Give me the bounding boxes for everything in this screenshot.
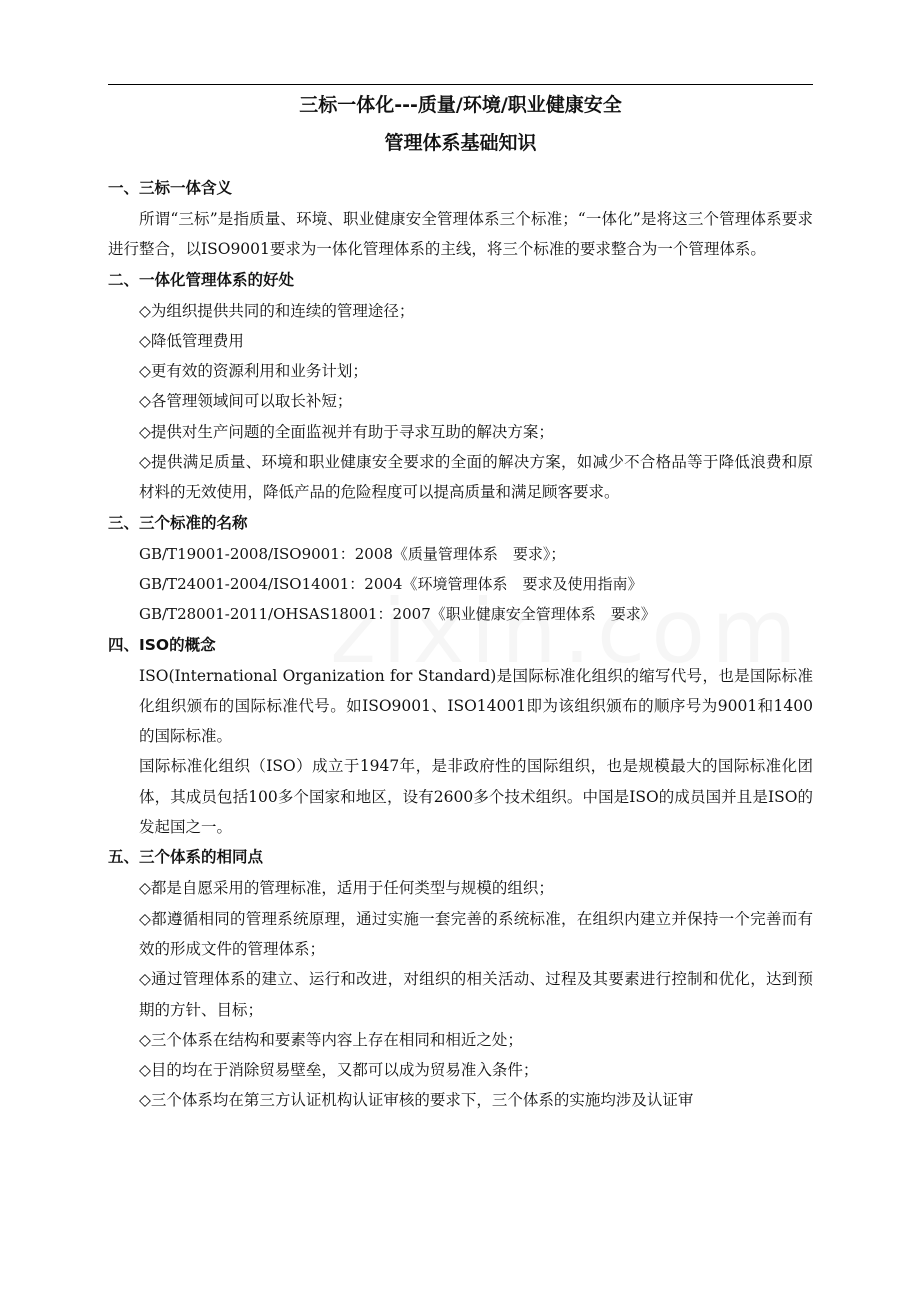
standard-reference: GB/T19001-2008/ISO9001：2008《质量管理体系 要求》； bbox=[139, 544, 566, 563]
document-body bbox=[108, 173, 813, 1116]
document-title: 三标一体化---质量/环境/职业健康安全 bbox=[299, 94, 622, 116]
list-item: ◇三个体系在结构和要素等内容上存在相同和相近之处； bbox=[139, 1030, 523, 1049]
section-heading-1: 一、三标一体含义 bbox=[108, 179, 233, 197]
list-item: ◇为组织提供共同的和连续的管理途径； bbox=[139, 301, 415, 320]
section-4-paragraph-1: ISO(International Organization for Standard)是国际标准化组织的缩写代号，也是国际标准化组织颁布的国际标准代号。如ISO9001、ISO14001即为该组织颁布的顺序号为9001和1400的国际标准。 bbox=[139, 666, 813, 746]
document-subtitle: 管理体系基础知识 bbox=[384, 132, 537, 154]
header-rule bbox=[108, 84, 813, 85]
section-heading-2: 二、一体化管理体系的好处 bbox=[108, 270, 295, 289]
list-item: ◇都遵循相同的管理系统原理，通过实施一套完善的系统标准，在组织内建立并保持一个完善而有效的形成文件的管理体系； bbox=[139, 909, 813, 958]
section-4-paragraph-2: 国际标准化组织（ISO）成立于1947年，是非政府性的国际组织，也是规模最大的国际标准化团体，其成员包括100多个国家和地区，设有2600多个技术组织。中国是ISO的成员国并且是ISO的发起国之一。 bbox=[139, 757, 813, 837]
standard-reference: GB/T24001-2004/ISO14001：2004《环境管理体系 要求及使用指南》 bbox=[139, 574, 643, 593]
standard-reference: GB/T28001-2011/OHSAS18001：2007《职业健康安全管理体系 要求》 bbox=[139, 605, 656, 624]
section-1-paragraph: 所谓“三标”是指质量、环境、职业健康安全管理体系三个标准；“一体化”是将这三个管理体系要求进行整合，以ISO9001要求为一体化管理体系的主线，将三个标准的要求整合为一个管理体系。 bbox=[108, 210, 813, 259]
section-heading-5: 五、三个体系的相同点 bbox=[108, 848, 264, 867]
list-item: ◇降低管理费用 bbox=[139, 331, 244, 350]
list-item: ◇都是自愿采用的管理标准，适用于任何类型与规模的组织； bbox=[139, 879, 554, 898]
section-heading-3: 三、三个标准的名称 bbox=[108, 513, 248, 532]
list-item: ◇各管理领域间可以取长补短； bbox=[139, 392, 353, 411]
list-item: ◇通过管理体系的建立、运行和改进，对组织的相关活动、过程及其要素进行控制和优化，达到预期的方针、目标； bbox=[139, 970, 813, 1019]
list-item: ◇三个体系均在第三方认证机构认证审核的要求下，三个体系的实施均涉及认证审 bbox=[139, 1091, 694, 1110]
list-item: ◇更有效的资源利用和业务计划； bbox=[139, 362, 368, 381]
list-item: ◇提供对生产问题的全面监视并有助于寻求互助的解决方案； bbox=[139, 422, 554, 441]
list-item: ◇提供满足质量、环境和职业健康安全要求的全面的解决方案，如减少不合格品等于降低浪费和原材料的无效使用，降低产品的危险程度可以提高质量和满足顾客要求。 bbox=[139, 453, 813, 502]
list-item: ◇目的均在于消除贸易壁垒，又都可以成为贸易准入条件； bbox=[139, 1061, 539, 1080]
section-heading-4: 四、ISO的概念 bbox=[108, 635, 216, 654]
